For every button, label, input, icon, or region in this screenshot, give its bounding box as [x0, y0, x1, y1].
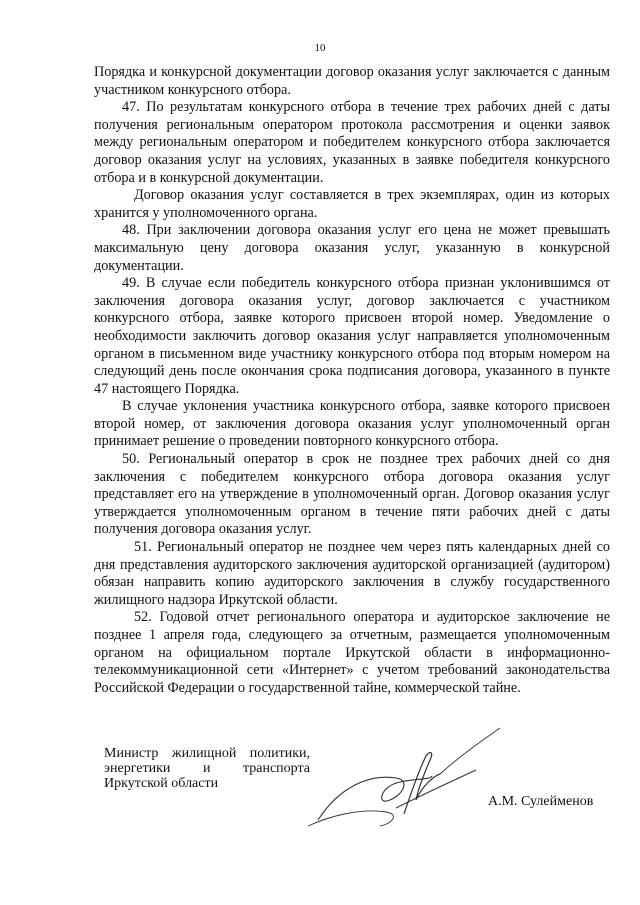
signer-name: А.М. Сулейменов	[488, 794, 594, 809]
document-body	[94, 64, 610, 697]
paragraph: В случае уклонения участника конкурсного отбора, заявке которого присвоен второй номер, от заключения договора оказания услуг уполномоченный орган принимает решение о проведении повторного конкурсного отбора.	[94, 398, 610, 450]
page-number: 10	[314, 42, 326, 54]
paragraph: Договор оказания услуг составляется в трех экземплярах, один из которых хранится у уполномоченного органа.	[94, 187, 610, 221]
signature-block	[104, 746, 604, 846]
paragraph: 47. По результатам конкурсного отбора в течение трех рабочих дней с даты получения региональным оператором протокола рассмотрения и оценки заявок между региональным оператором и победителем конкурсного отбора заключается договор оказания услуг на условиях, указанных в заявке победителя конкурсного отбора и в конкурсной документации.	[94, 99, 610, 186]
paragraph: 51. Региональный оператор не позднее чем через пять календарных дней со дня представления аудиторского заключения аудиторской организацией (аудитором) обязан направить копию аудиторского заключения в службу государственного жилищного надзора Иркутской области.	[94, 539, 610, 608]
paragraph: 48. При заключении договора оказания услуг его цена не может превышать максимальную цену договора оказания услуг, указанную в конкурсной документации.	[94, 222, 610, 274]
paragraph: 52. Годовой отчет регионального оператора и аудиторское заключение не позднее 1 апреля года, следующего за отчетным, размещается уполномоченным органом на официальном портале Иркутской области в информационно-телекоммуникационной сети «Интернет» с учетом требований законодательства Российской Федерации о государственной тайне, коммерческой тайне.	[94, 609, 610, 696]
signer-title	[104, 746, 310, 791]
signer-title-line: Министр жилищной политики,	[104, 746, 310, 761]
signer-title-line: энергетики и транспорта	[104, 761, 310, 776]
signer-title-line: Иркутской области	[104, 776, 219, 791]
handwritten-signature	[300, 716, 520, 836]
paragraph: 50. Региональный оператор в срок не позднее трех рабочих дней со дня заключения с победителем конкурсного отбора договора оказания услуг представляет его на утверждение в уполномоченный орган. Договор оказания услуг утверждается уполномоченным органом в течение пяти рабочих дней с даты получения договора оказания услуг.	[94, 451, 610, 538]
paragraph: 49. В случае если победитель конкурсного отбора признан уклонившимся от заключения договора оказания услуг, договор заключается с участником конкурсного отбора, заявке которого присвоен второй номер. Уведомление о необходимости заключить договор оказания услуг направляется уполномоченным органом в письменном виде участнику конкурсного отбора под вторым номером на следующий день после окончания срока подписания договора, указанного в пункте 47 настоящего Порядка.	[94, 275, 610, 397]
paragraph: Порядка и конкурсной документации договор оказания услуг заключается с данным участником конкурсного отбора.	[94, 64, 610, 98]
